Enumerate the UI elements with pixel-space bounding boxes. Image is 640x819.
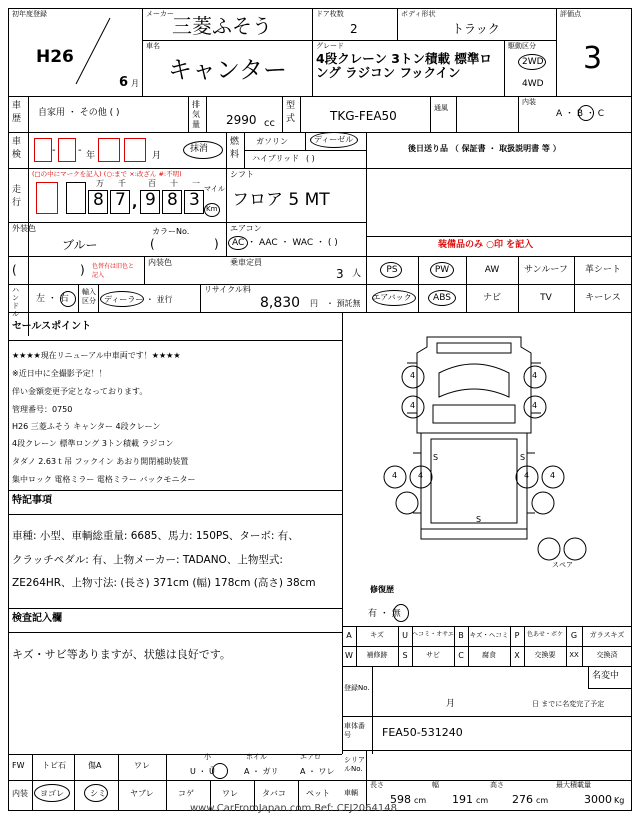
inspection-dash-1: - [52,145,56,156]
mileage-mark-box [36,182,58,214]
vehicle-diagram [343,313,631,583]
divider [518,256,519,312]
length-unit: cm [414,796,427,805]
doors-label: ドア枚数 [316,10,344,18]
divider [8,222,366,223]
tire-mark: 4 [550,471,556,480]
drive-2wd: 2WD [522,57,544,67]
tire-mark: 4 [410,401,416,410]
import-label: 輸入区分 [82,288,96,305]
maker-label: メーカー [146,10,174,18]
import-circle [100,291,144,307]
legend-desc: 腐食 [482,651,496,659]
color-no-paren: ) [214,237,219,251]
mileage-digit: 7 [115,190,126,210]
tire-mark: 4 [532,371,538,380]
divider [226,132,227,168]
legend-code: W [345,651,353,660]
sales-line: 集中ロック 電格ミラー 電格ミラー バックモニター [12,475,196,484]
inspection-notes-title: 検査記入欄 [12,613,62,624]
interior-item: シミ [90,789,106,798]
interior-item: ヨゴレ [40,789,64,798]
slash-mark [72,16,112,86]
ac-label: エアコン [230,224,262,233]
tire-mark: 4 [418,471,424,480]
handle-label: ハンドル [12,286,19,318]
interior-item: ヤブレ [130,789,154,798]
divider [188,96,189,132]
divider [206,96,207,132]
aero-options: A ・ ワレ [300,767,335,776]
body-value: トラック [452,22,500,36]
inspection-year-box-3 [98,138,120,162]
interior-color-label: 内装色 [148,258,172,267]
mile-label: マイル [204,185,225,193]
serial-label: シリアルNo. [344,756,365,773]
mileage-note: (□の中にマークを記入) (○:まで ×:改ざん #:不明) [32,170,182,178]
fw-label: FW [12,761,25,770]
length-value: 598 [390,793,411,806]
unit-man: 万 [96,179,104,188]
divider [8,284,366,285]
capacity-label: 乗車定員 [230,258,262,267]
wheel-u: U ・ Ü [190,767,215,776]
divider [8,96,632,97]
divider [200,284,201,312]
era-value: H26 [36,47,74,67]
inspection-dash-2: - [78,145,82,156]
reg-day-note: 日 までに名変完了予定 [532,700,605,708]
interior-item: ワレ [222,789,238,798]
watermark: www.CarFromJapan.com Ref: CFJ2064148 [190,803,397,814]
height-unit: cm [536,796,549,805]
chassis-label: 車体番号 [344,722,365,739]
recycle-label: リサイクル料 [204,285,251,294]
divider [366,284,632,285]
repair-circle [393,604,409,622]
divider [8,780,632,781]
mileage-comma: , [132,195,138,211]
repair-title: 修復歴 [370,585,394,594]
legend-code: A [346,631,352,640]
equip-keyless: キーレス [585,293,621,303]
ventilation-label: 通風 [434,104,448,112]
fuel-hybrid: ハイブリッド [252,154,300,163]
doors-value: 2 [350,22,358,36]
mileage-digit: 9 [145,190,156,210]
shift-label: シフト [230,170,254,179]
divider [342,646,632,647]
fuel-diesel-circle [310,132,358,148]
divider [418,256,419,312]
usage-label: 車歴 [12,101,22,124]
unit-juu: 十 [170,179,178,188]
color-no-paren: ( [150,237,155,251]
divider [8,256,366,257]
digit-box-1 [66,182,86,214]
special-line: ZE264HR、上物寸法: (長さ) 371cm (幅) 178cm (高さ) 38cm [12,577,316,589]
score-label: 評価点 [560,10,581,18]
divider [144,256,145,284]
registration-label: 登録No. [344,684,370,692]
sales-line: 4段クレーン 標準ロング 3トン積載 ラジコン [12,439,174,448]
divider [397,8,398,40]
equip-ps: PS [386,265,398,275]
sales-line: H26 三菱ふそう キャンター 4段クレーン [12,422,161,431]
divider [118,754,119,811]
special-line: 車種: 小型、車輌総重量: 6685、馬力: 150PS、ターボ: 有、 [12,530,299,542]
capacity-value: 3 [336,267,344,281]
divider [244,150,366,151]
equip-navi: ナビ [482,293,501,303]
divider [32,754,33,811]
fuel-paren: ( ) [306,154,315,163]
spare-label: スペア [552,561,573,569]
unit-ichi: 一 [192,179,200,188]
divider [456,96,457,132]
divider [8,514,342,515]
divider [372,666,373,754]
legend-desc: 色あせ・ボケ [526,631,563,638]
name-change-status: 名変中 [592,671,620,681]
mileage-label: 走行 [12,185,22,208]
divider [300,96,301,132]
displacement-unit: cc [264,118,275,129]
divider [518,96,519,132]
score-value: 3 [583,41,603,76]
first-reg-label: 初年度登録 [12,10,47,18]
aero-label: エアロ [300,753,321,761]
interior-color-paren-close: ) [80,263,85,277]
divider [226,222,227,256]
damage-mark: S [476,515,482,524]
legend-desc: ガラスキズ [589,631,625,639]
divider [78,284,79,312]
fw-item: 傷A [88,761,102,770]
equip-tv: TV [540,293,552,303]
divider [166,754,167,811]
import-value: ディーラー ・ 並行 [104,295,173,304]
tire-mark: 4 [392,471,398,480]
divider [8,754,342,755]
divider [574,256,575,312]
sales-line: ★★★★現在リニューアル中車両です！★★★★ [12,351,181,360]
wheel-small: 小 [204,753,211,761]
car-name-label: 車名 [146,42,160,50]
inspection-year-box-2 [58,138,76,162]
repair-value: 有 ・ 無 [368,609,401,619]
capacity-unit: 人 [352,269,362,279]
recycle-note: ・ 預託無 [326,299,361,308]
legend-desc: 補修跡 [366,651,388,659]
load-label: 最大積載量 [556,781,591,789]
width-unit: cm [476,796,489,805]
exterior-value: ブルー [62,238,98,252]
interior-color-paren-open: ( [12,263,17,277]
divider [8,490,342,491]
equip-leather: 革シート [584,265,621,275]
divider [142,8,143,96]
tire-mark: 4 [410,371,416,380]
interior-item: コゲ [178,789,194,798]
color-no-label: カラーNo. [152,227,190,236]
handle-value: 左 ・ 右 [36,294,69,304]
height-value: 276 [512,793,533,806]
sales-line: ※近日中に全撮影予定！！ [12,369,107,378]
length-label: 長さ [370,781,384,789]
dims-label: 車輌 [344,789,358,797]
recycle-unit: 円 [310,299,318,308]
sales-line: 伴い金額変更予定となっております。 [12,387,148,396]
divider [74,754,75,811]
load-unit: Kg [614,796,625,805]
fw-item: ワレ [134,761,150,770]
sales-line: 管理番号：0750 [12,405,73,414]
divider [312,8,313,96]
legend-desc: キズ [370,631,384,639]
legend-desc: キズ・ヘコミ [469,631,509,639]
maker-value: 三菱ふそう [172,14,272,38]
drive-4wd: 4WD [522,79,544,89]
divider [282,96,283,132]
equip-abs: ABS [433,293,451,303]
divider [142,40,556,41]
wheel-options: A ・ ガリ [244,767,279,776]
interior-item: タバコ [262,789,286,798]
mileage-digit: 3 [189,190,200,210]
height-label: 高さ [490,781,504,789]
legend-code: B [458,631,464,640]
divider [342,750,632,751]
divider [8,632,342,633]
tire-mark: 4 [524,471,530,480]
grade-label: グレード [316,42,344,50]
equip-airbag: エアバック [372,293,412,302]
divider [588,666,589,688]
equip-pw: PW [434,265,450,275]
interior-label: 内装 [522,98,536,106]
unit-sen: 千 [118,179,126,188]
usage-value: 自家用 ・ その他 ( ) [38,108,120,118]
ac-options: AC ・ AAC ・ WAC ・ ( ) [232,238,338,248]
special-line: クラッチペダル: 有、上物メーカー: TADANO、上物型式: [12,554,283,566]
interior-item: ペット [306,789,330,798]
divider [8,340,342,341]
docs-label: 後日送り品 （ 保証書 ・ 取扱説明書 等 ） [408,144,561,153]
divider [466,256,467,312]
damage-mark: S [520,453,526,462]
legend-code: G [570,631,578,640]
equip-sunroof: サンルーフ [524,265,568,275]
legend-desc: 交換要 [534,651,556,659]
width-value: 191 [452,793,473,806]
interior-footer-label: 内装 [12,789,28,798]
sales-title: セールスポイント [12,321,92,332]
month-unit: 月 [131,79,139,88]
legend-code: X [514,651,520,660]
divider [588,688,632,689]
color-change-note: 色替有は旧色と記入 [92,263,135,279]
interior-grades: A ・ B ・ C [556,109,605,119]
legend-code: U [402,631,408,640]
wheel-circle [212,763,228,779]
tire-mark: 4 [532,401,538,410]
special-title: 特記事項 [12,495,52,506]
equipment-header: 装備品のみ ○印 を記入 [438,240,534,250]
wheel-label: ホイル [246,753,267,761]
year-unit: 年 [86,151,96,161]
inspection-label: 車検 [12,137,22,160]
divider [8,608,342,609]
drive-label: 駆動区分 [508,42,536,50]
mileage-digit: 8 [93,190,104,210]
width-label: 幅 [432,781,439,789]
inspection-notes-text: キズ・サビ等ありますが、状態は良好です。 [12,648,231,661]
legend-desc: サビ [426,651,440,659]
displacement-value: 2990 [226,113,257,127]
model-label: 型式 [286,101,296,124]
car-name-value: キャンター [168,56,288,84]
mileage-digit: 8 [167,190,178,210]
divider [305,132,306,150]
no-inspection: 抹消 [190,144,209,154]
divider [556,8,557,96]
fw-item: トビ石 [42,761,66,770]
legend-code: XX [569,651,579,659]
chassis-value: FEA50-531240 [382,726,463,739]
legend-code: S [402,651,408,660]
model-value: TKG-FEA50 [330,109,397,123]
handle-circle [60,291,76,307]
fuel-gasoline: ガソリン [256,137,288,146]
divider [366,750,367,811]
legend-code: C [458,651,464,660]
legend-desc: ヘコミ・オサエ [412,631,454,638]
shift-value: フロア 5 MT [232,190,330,210]
unit-hyaku: 百 [148,179,156,188]
divider [8,168,632,169]
divider [366,256,632,257]
month-value: 6 [119,75,129,90]
divider [342,626,632,627]
divider [430,96,431,132]
divider [366,236,632,237]
fuel-diesel: ディーゼル [314,135,354,144]
month-unit-3: 月 [152,151,162,161]
divider [504,40,505,96]
grade-value: 4段クレーン 3トン積載 標準ロング ラジコン フックイン [316,52,492,80]
recycle-value: 8,830 [260,295,301,311]
divider [98,284,99,312]
interior-grade-circle [578,105,594,121]
exterior-label: 外装色 [12,224,36,233]
km-label: Km [206,205,218,213]
fuel-label: 燃料 [230,137,240,160]
body-label: ボディ形状 [401,10,436,18]
divider [366,132,367,312]
legend-code: P [514,631,520,640]
displacement-label: 排気量 [192,100,200,129]
divider [28,96,29,336]
sales-line: タダノ 2.63ｔ吊 フックイン あおり開閉補助装置 [12,457,189,466]
inspection-year-box-1 [34,138,52,162]
damage-mark: S [433,453,439,462]
reg-month-unit: 月 [446,699,456,709]
divider [342,716,632,717]
equip-aw: AW [484,265,500,275]
divider [226,168,227,222]
legend-desc: 交換済 [596,651,618,659]
load-value: 3000 [584,793,612,806]
inspection-year-box-4 [124,138,146,162]
